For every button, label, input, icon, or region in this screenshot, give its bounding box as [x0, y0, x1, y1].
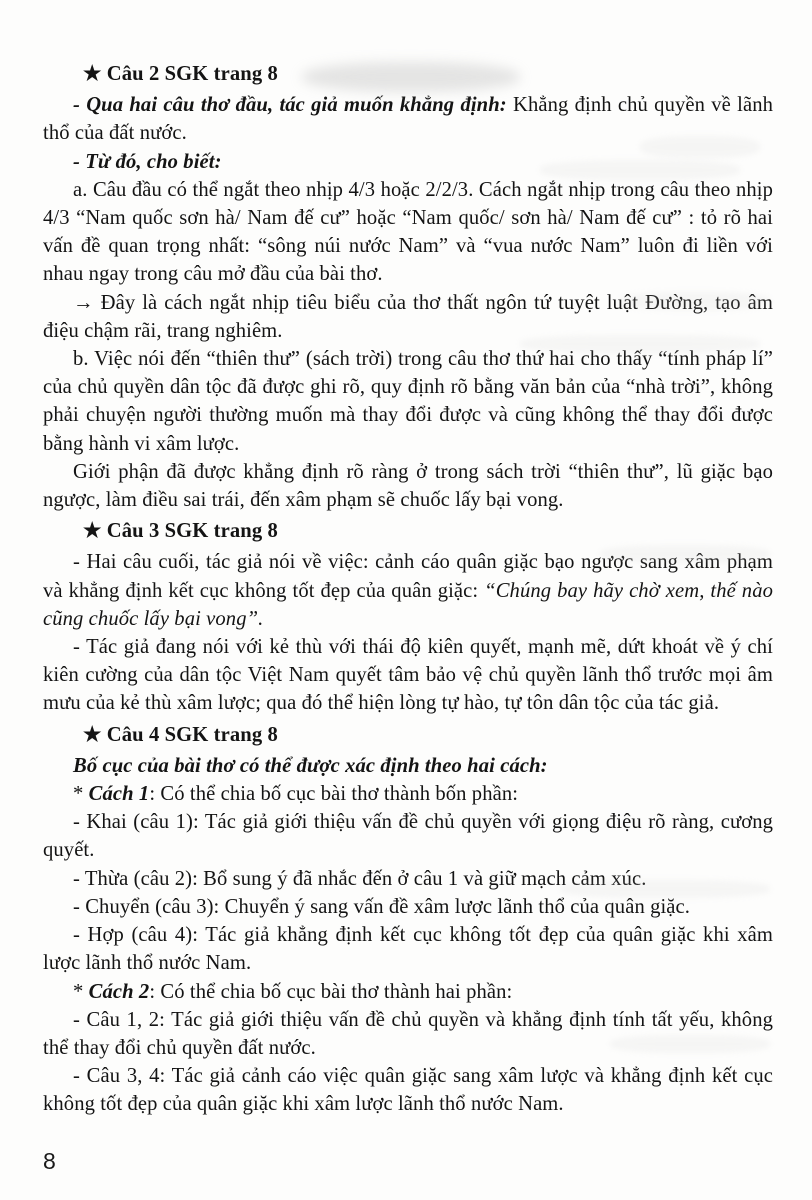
text-run: ★ Câu 3 SGK trang 8: [83, 520, 278, 543]
text-run: - Câu 3, 4: Tác giả cảnh cáo việc quân giặc sang xâm lược và khẳng định kết cục không tốt đẹp của quân giặc khi xâm lược lãnh thổ nước Nam.: [43, 1065, 773, 1116]
section-heading: [43, 721, 773, 749]
text-run: - Hợp (câu 4): Tác giả khẳng định kết cục không tốt đẹp của quân giặc khi xâm lược lãnh thổ nước Nam.: [43, 924, 773, 975]
text-run: - Qua hai câu thơ đầu, tác giả muốn khẳng định:: [73, 94, 513, 117]
paragraph: [43, 148, 773, 176]
paragraph: [43, 289, 773, 345]
text-run: → Đây là cách ngắt nhịp tiêu biểu của thơ thất ngôn tứ tuyệt luật Đường, tạo âm điệu chậm rãi, trang nghiêm.: [43, 291, 773, 342]
text-run: Giới phận đã được khẳng định rõ ràng ở trong sách trời “thiên thư”, lũ giặc bạo ngược, làm điều sai trái, đến xâm phạm sẽ chuốc lấy bại vong.: [43, 460, 773, 512]
text-run: “Chúng bay hãy chờ xem, thế nào cũng chuốc lấy bại vong”.: [43, 579, 773, 630]
paragraph: [43, 780, 773, 808]
text-run: - Từ đó, cho biết:: [73, 150, 222, 173]
text-run: - Thừa (câu 2): Bổ sung ý đã nhắc đến ở câu 1 và giữ mạch cảm xúc.: [73, 867, 647, 890]
paragraph: [43, 458, 773, 514]
paragraph: [43, 893, 773, 921]
paragraph: [43, 1006, 773, 1062]
text-run: - Câu 1, 2: Tác giả giới thiệu vấn đề chủ quyền và khẳng định tính tất yếu, không thể thay đổi chủ quyền đất nước.: [43, 1008, 773, 1059]
text-run: - Khai (câu 1): Tác giả giới thiệu vấn đề chủ quyền với giọng điệu rõ ràng, cương quyết.: [43, 811, 773, 862]
paragraph: [43, 345, 773, 458]
text-run: ★ Câu 4 SGK trang 8: [83, 723, 278, 746]
text-run: a. Câu đầu có thể ngắt theo nhịp 4/3 hoặc 2/2/3. Cách ngắt nhịp trong câu theo nhịp 4/3 “Nam quốc sơn hà/ Nam đế cư” hoặc “Nam quốc/ sơn hà/ Nam đế cư” : tỏ rõ hai vấn đề quan trọng nhất: “sông núi nước Nam” và “vua nước Nam” luôn đi liền với nhau ngay trong câu mở đầu của bài thơ.: [43, 178, 773, 286]
section-heading: [43, 517, 773, 545]
text-run: Bố cục của bài thơ có thể được xác định theo hai cách:: [73, 754, 548, 777]
paragraph: [43, 921, 773, 977]
paragraph: [43, 548, 773, 633]
page-number: 8: [43, 1148, 56, 1174]
paragraph: [43, 91, 773, 147]
text-run: *: [73, 783, 89, 806]
text-run: *: [73, 980, 89, 1003]
text-run: - Tác giả đang nói với kẻ thù với thái độ kiên quyết, mạnh mẽ, dứt khoát về ý chí kiên cường của dân tộc Việt Nam quyết tâm bảo vệ chủ quyền lãnh thổ trước mọi âm mưu của kẻ thù xâm lược; qua đó thể hiện lòng tự hào, tự tôn dân tộc của tác giả.: [43, 636, 773, 715]
paragraph: [43, 978, 773, 1006]
paragraph: [43, 1062, 773, 1118]
paragraph: [43, 808, 773, 864]
text-run: - Chuyển (câu 3): Chuyển ý sang vấn đề xâm lược lãnh thổ của quân giặc.: [73, 895, 691, 918]
paragraph: [43, 176, 773, 289]
paragraph: [43, 752, 773, 780]
paragraph: [43, 633, 773, 718]
text-run: : Có thể chia bố cục bài thơ thành bốn phần:: [149, 783, 519, 806]
text-run: ★ Câu 2 SGK trang 8: [83, 63, 278, 85]
section-heading: [43, 60, 773, 88]
paragraph: [43, 865, 773, 893]
text-run: b. Việc nói đến “thiên thư” (sách trời) trong câu thơ thứ hai cho thấy “tính pháp lí” của chủ quyền dân tộc đã được ghi rõ, quy định rõ bằng văn bản của “nhà trời”, không phải chuyện người thường muốn mà thay đổi được và cũng không thể thay đổi được bằng hành vi xâm lược.: [43, 348, 773, 455]
text-run: Khẳng định chủ quyền về lãnh thổ của đất nước.: [43, 94, 773, 145]
text-run: - Hai câu cuối, tác giả nói về việc: cảnh cáo quân giặc bạo ngược sang xâm phạm và khẳng định kết cục không tốt đẹp của quân giặc:: [43, 551, 773, 602]
text-run: Cách 2: [88, 980, 150, 1003]
text-run: : Có thể chia bố cục bài thơ thành hai phần:: [149, 980, 513, 1003]
document-body: [43, 60, 773, 1119]
text-run: Cách 1: [88, 783, 150, 806]
